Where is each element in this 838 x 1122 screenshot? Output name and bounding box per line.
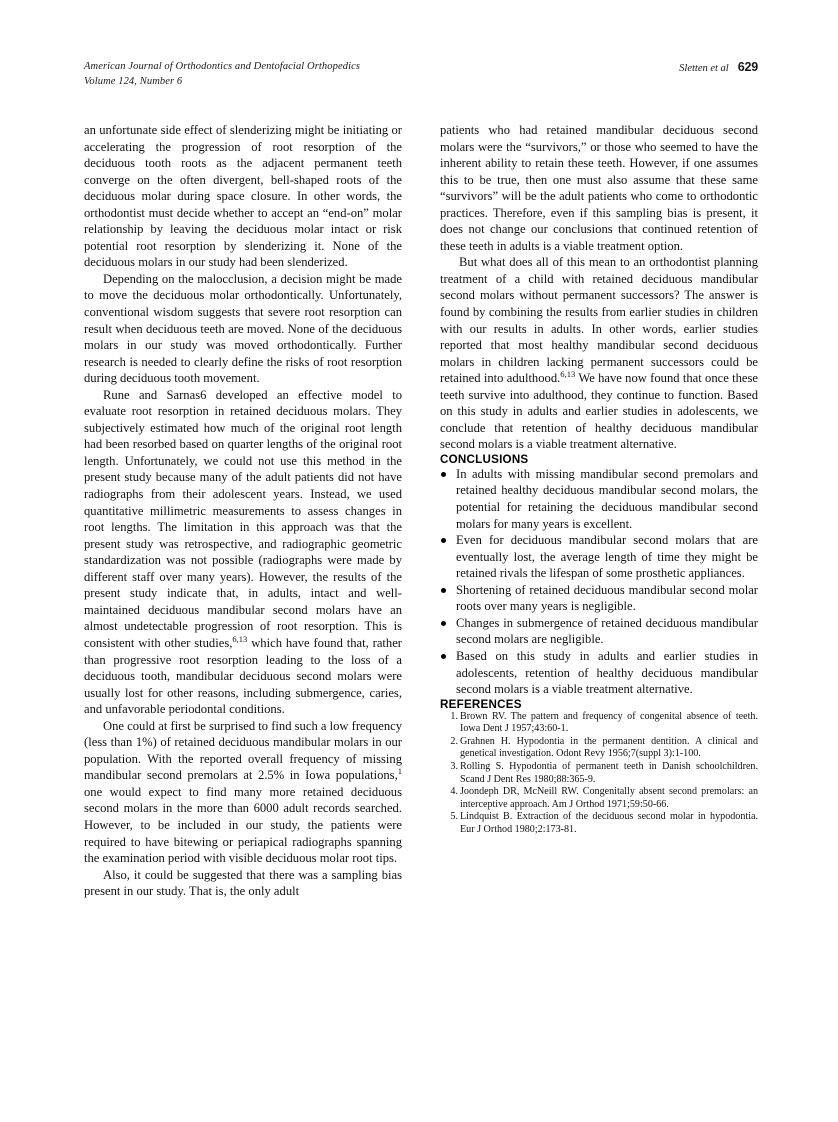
reference-number: 2. [450, 735, 458, 747]
bullet-icon [441, 538, 446, 543]
page-number: 629 [737, 60, 758, 74]
conclusion-text: Changes in submergence of retained deciduous mandibular second molars are negligible. [456, 615, 758, 647]
reference-superscript: 6,13 [560, 369, 576, 380]
reference-text: Lindquist B. Extraction of the deciduous second molar in hypodontia. Eur J Orthod 1980;2:173-81. [460, 811, 758, 835]
reference-number: 4. [450, 786, 458, 798]
reference-text: Grahnen H. Hypodontia in the permanent dentition. A clinical and genetical investigation. Odont Revy 1956;7(suppl 3):1-100. [460, 735, 758, 760]
conclusions-heading: CONCLUSIONS [440, 452, 529, 466]
bullet-icon [441, 472, 446, 477]
paragraph-orthodontist-planning [440, 254, 758, 453]
conclusion-text: Even for deciduous mandibular second molars that are eventually lost, the average length of time they might be retained rivals the lifespan of some prosthetic appliances. [456, 533, 758, 581]
list-item [440, 615, 758, 648]
reference-text: Rolling S. Hypodontia of permanent teeth in Danish schoolchildren. Scand J Dent Res 1980;88:365-9. [460, 760, 758, 785]
conclusion-text: In adults with missing mandibular second premolars and retained healthy deciduous mandibular second molars, the potential for retaining the deciduous mandibular second molars for many years is excellent. [456, 466, 758, 531]
paragraph-malocclusion: Depending on the malocclusion, a decision might be made to move the deciduous molar orthodontically. Unfortunately, conventional wisdom suggests that severe root resorption can result when deciduous teeth are moved. None of the deciduous molars in our study was moved orthodontically. Further research is needed to clearly define the risks of root resorption during deciduous tooth movement. [84, 271, 402, 386]
conclusion-text: Shortening of retained deciduous mandibular second molar roots over many years is negligible. [456, 582, 758, 614]
reference-number: 5. [450, 811, 458, 823]
paragraph-continuation: an unfortunate side effect of slenderizing might be initiating or accelerating the progression of root resorption of the deciduous tooth roots as the adjacent permanent teeth converge on the often divergent, bell-shaped roots of the deciduous molar during space closure. In other words, the orthodontist must decide whether to accept an “end-on” molar relationship by leaving the deciduous molar intact or risk potential root resorption by slenderizing it. None of the deciduous molars in our study had been slenderized. [84, 123, 402, 270]
bullet-icon [441, 654, 446, 659]
running-head-left [84, 60, 360, 89]
conclusions-list [440, 466, 758, 698]
volume-issue: Volume 124, Number 6 [84, 75, 183, 87]
right-column [440, 122, 758, 837]
reference-number: 3. [450, 760, 458, 772]
reference-superscript: 6,13 [232, 633, 248, 644]
reference-superscript: 1 [397, 766, 402, 777]
reference-item [440, 761, 758, 786]
reference-number: 1. [450, 710, 458, 722]
reference-item [440, 811, 758, 836]
reference-item [440, 786, 758, 811]
reference-item [440, 711, 758, 736]
journal-title: American Journal of Orthodontics and Dentofacial Orthopedics [84, 61, 361, 72]
reference-text: Brown RV. The pattern and frequency of congenital absence of teeth. Iowa Dent J 1957;43:60-1. [460, 710, 758, 735]
references-heading: REFERENCES [440, 697, 522, 711]
running-head [84, 60, 758, 89]
paragraph-sampling-bias: Also, it could be suggested that there was a sampling bias present in our study. That is, the only adult [84, 867, 402, 899]
bullet-icon [441, 588, 446, 593]
references-list [440, 711, 758, 837]
conclusion-text: Based on this study in adults and earlier studies in adolescents, retention of healthy deciduous mandibular second molars is a viable treatment alternative. [456, 648, 758, 697]
left-column [84, 122, 402, 900]
paragraph-low-frequency-text: One could at first be surprised to find such a low frequency (less than 1%) of retained deciduous mandibular molars in our population. With the reported overall frequency of missing mandibular second premolars at 2.5% in Iowa populations,$^1$ one would expect to find many more retained deciduous second molars in the more than 6000 adult records searched. However, to be included in our study, the patients were required to have bitewing or periapical radiographs spanning the examination period with visible deciduous molar root tips. [84, 718, 403, 866]
bullet-icon [441, 621, 446, 626]
list-item [440, 532, 758, 582]
running-head-right [679, 60, 758, 74]
paragraph-rune-sarnas-text: Rune and Sarnas6 developed an effective model to evaluate root resorption in retained deciduous molars. They subjectively estimated how much of the original root length had been resorbed based on quarter lengths of the original root length. Unfortunately, we could not use this method in the present study because many of the adult patients did not have radiographs from their adolescent years. Instead, we used quantitative millimetric measurements to assess changes in root lengths. The limitation in this approach was that the present study was retrospective, and radiographic geometric standardization was not possible (radiographs were made by different staff over many years). However, the results of the present study indicate that, in adults, intact and well-maintained deciduous mandibular second molars have an almost undetectable progression of root resorption. This is consistent with other studies,$^{6,13}$ which have found that, rather than progressive root resorption leading to the loss of a deciduous tooth, mandibular deciduous second molars were usually lost for other reasons, including submergence, caries, and unfavorable periodontal conditions. [84, 387, 402, 717]
paragraph-low-frequency [84, 718, 402, 867]
paragraph-rune-sarnas [84, 387, 402, 718]
paragraph-orthodontist-planning-text: But what does all of this mean to an orthodontist planning treatment of a child with retained deciduous mandibular second molars without permanent successors? The answer is found by combining the results from earlier studies in children with our results in adults. In other words, earlier studies reported that most healthy mandibular second deciduous molars in children lacking permanent successors could be retained into adulthood.$^{6,13}$ We have now found that once these teeth survive into adulthood, they continue to function. Based on this study in adults and earlier studies in adolescents, we conclude that retention of healthy deciduous mandibular second molars is a viable treatment alternative. [440, 255, 758, 452]
reference-item [440, 736, 758, 761]
paragraph-survivors: patients who had retained mandibular deciduous second molars were the “survivors,” or those who seemed to have the inherent ability to retain these teeth. However, if one assumes this to be true, then one must also assume that these same “survivors” will be the adult patients who come to orthodontic practices. Therefore, even if this sampling bias is present, it does not change our conclusions that continued retention of these teeth in adults is a viable treatment option. [440, 123, 758, 253]
list-item [440, 648, 758, 698]
list-item [440, 466, 758, 532]
author-short-citation: Sletten et al [679, 63, 729, 74]
reference-text: Joondeph DR, McNeill RW. Congenitally absent second premolars: an interceptive approach. Am J Orthod 1971;59:50-66. [460, 786, 758, 810]
list-item [440, 582, 758, 615]
